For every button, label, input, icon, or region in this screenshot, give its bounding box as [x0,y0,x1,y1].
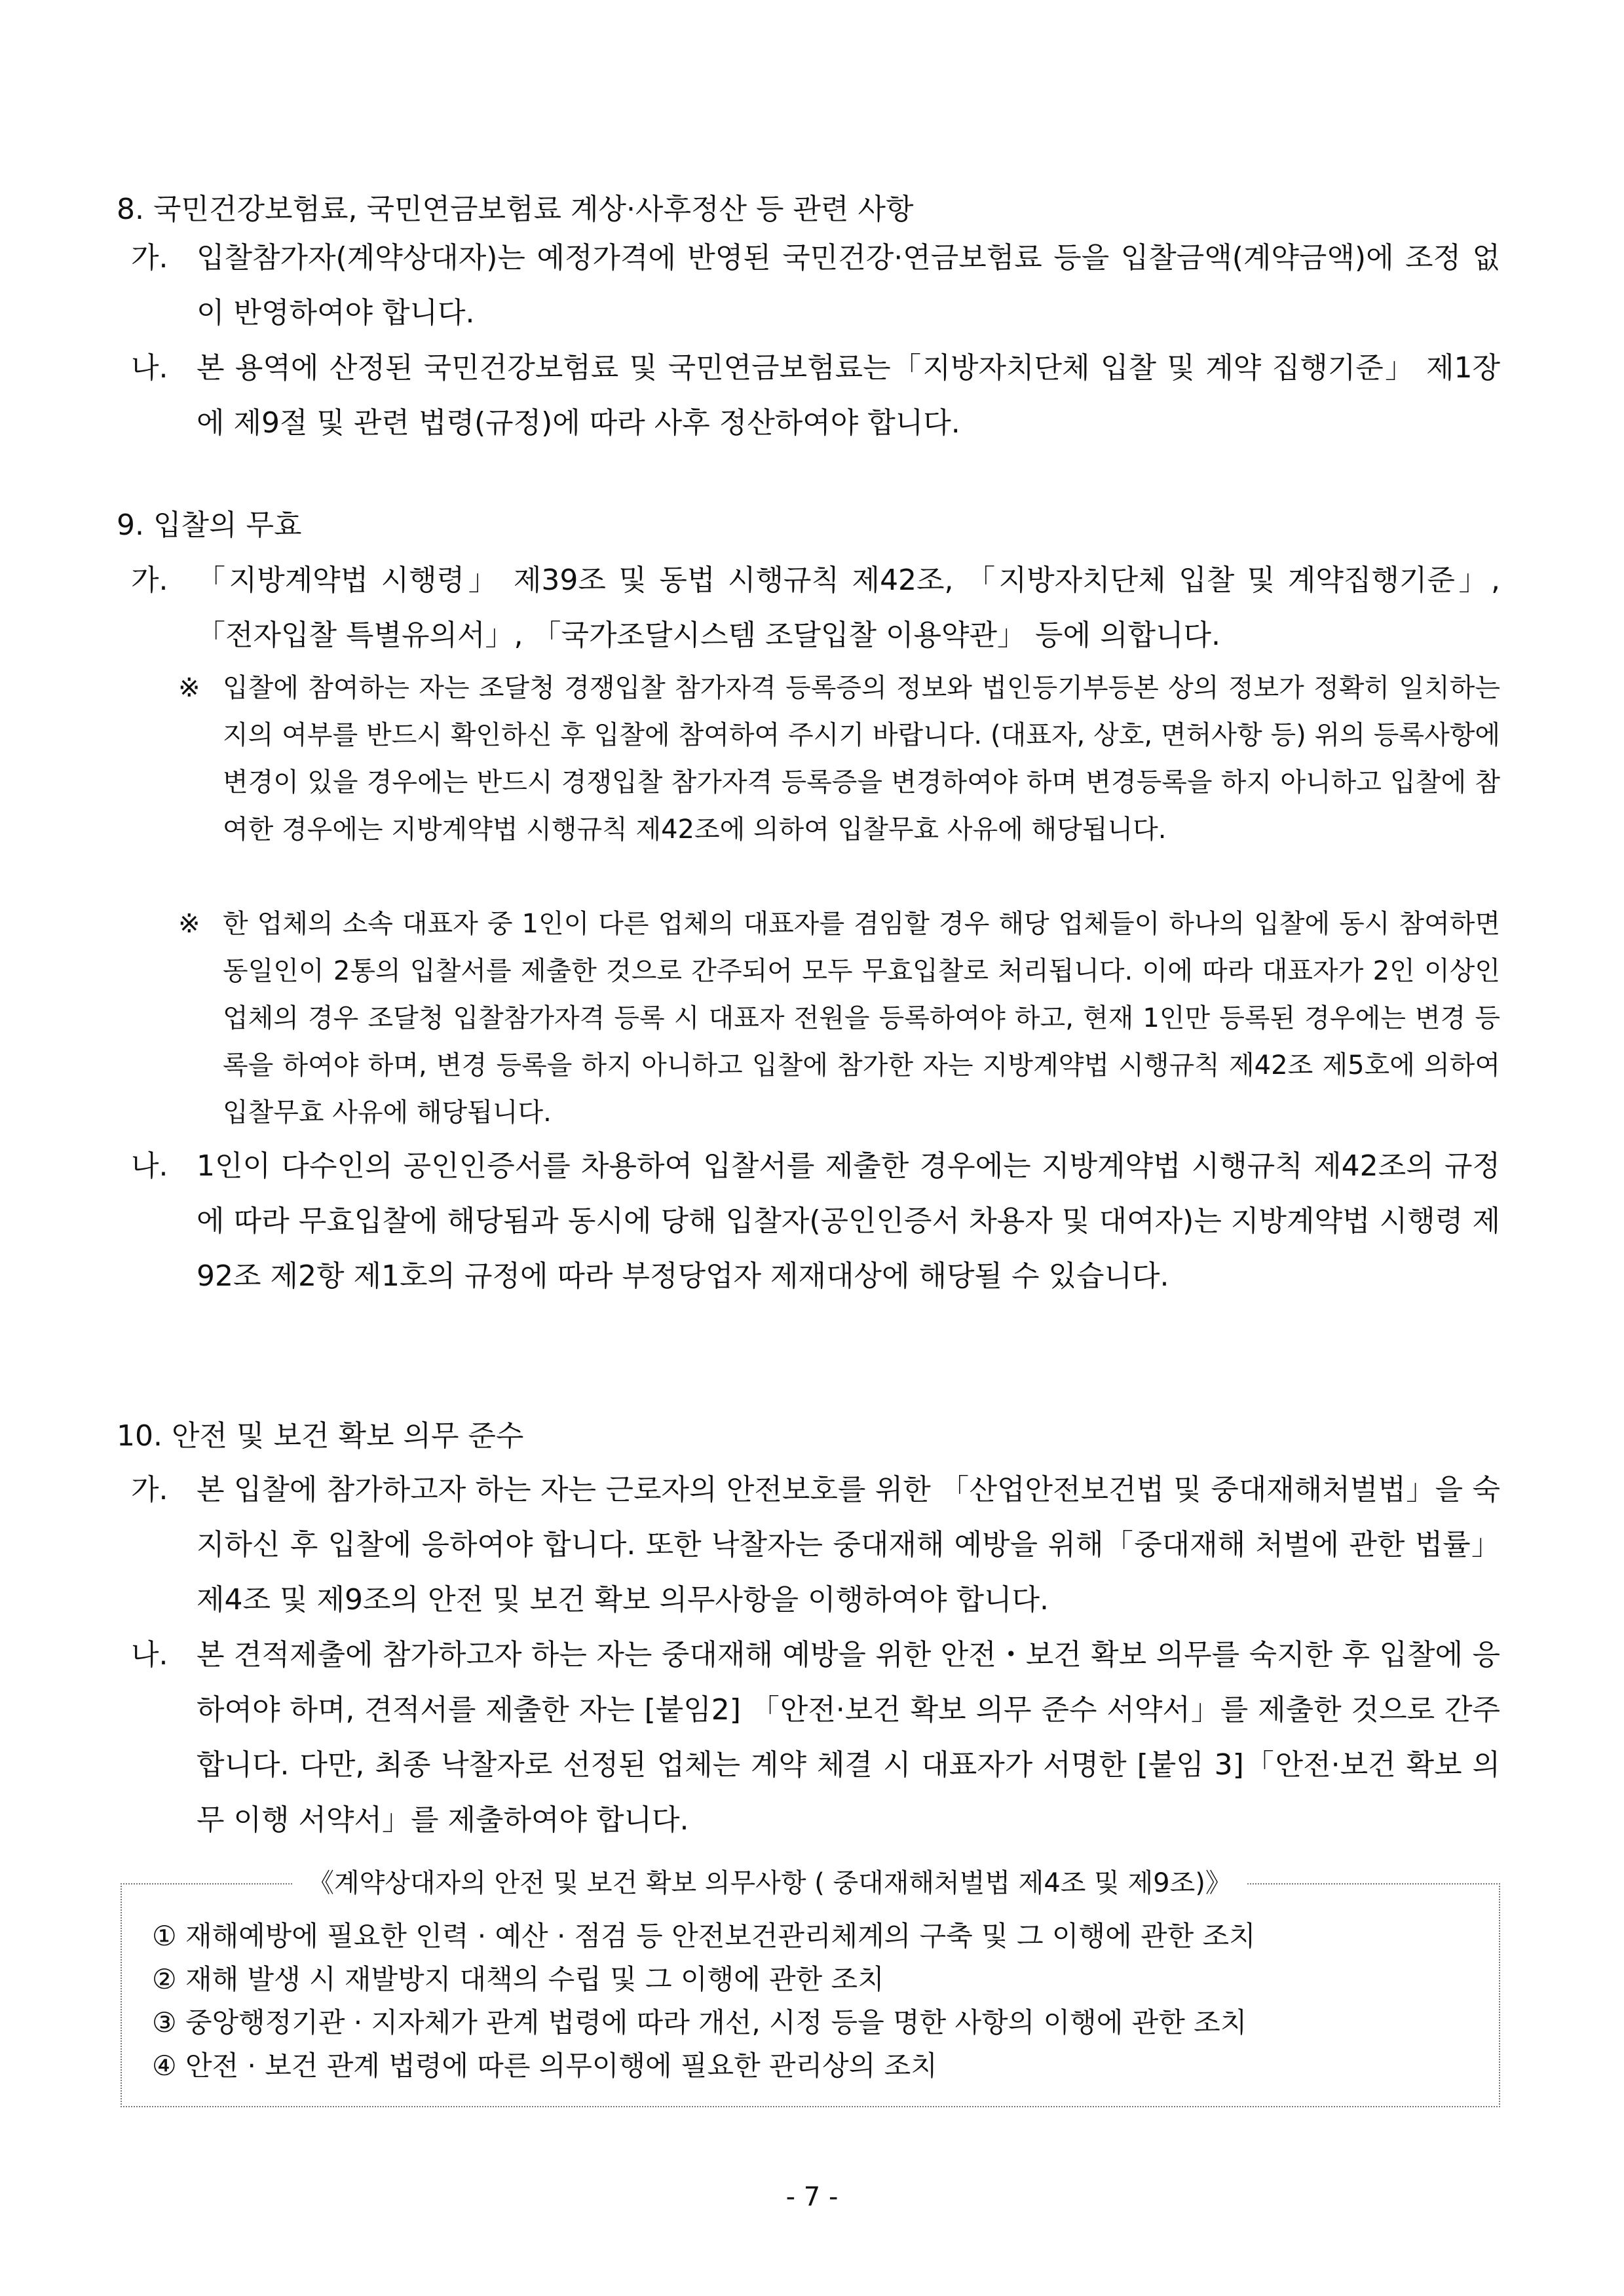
section-8-heading: 8. 국민건강보험료, 국민연금보험료 계상·사후정산 등 관련 사항 [117,193,914,226]
box-list-item: ③ 중앙행정기관 · 지자체가 관계 법령에 따라 개선, 시정 등을 명한 사항의 이행에 관한 조치 [152,2006,1247,2038]
item-marker: 가. [131,564,168,597]
note-text: 한 업체의 소속 대표자 중 1인이 다른 업체의 대표자를 겸임할 경우 해당 업체들이 하나의 입찰에 동시 참여하면 동일인이 2통의 입찰서를 제출한 것으로 간주되어 모두 무효입찰로 처리됩니다. 이에 따라 대표자가 2인 이상인 업체의 경우 조달청 입찰참가자격 등록 시 대표자 전원을 등록하여야 하고, 현재 1인만 등록된 경우에는 변경 등록을 하여야 하며, 변경 등록을 하지 아니하고 입찰에 참가한 자는 지방계약법 시행규칙 제42조 제5호에 의하여 입찰무효 사유에 해당됩니다. [223,909,1500,1128]
section-9-heading: 9. 입찰의 무효 [117,508,302,542]
section-9-note-1 [178,664,1500,853]
note-text: 입찰에 참여하는 자는 조달청 경쟁입찰 참가자격 등록증의 정보와 법인등기부등본 상의 정보가 정확히 일치하는지의 여부를 반드시 확인하신 후 입찰에 참여하여 주시기 바랍니다. (대표자, 상호, 면허사항 등) 위의 등록사항에 변경이 있을 경우에는 반드시 경쟁입찰 참가자격 등록증을 변경하여야 하며 변경등록을 하지 아니하고 입찰에 참여한 경우에는 지방계약법 시행규칙 제42조에 의하여 입찰무효 사유에 해당됩니다. [223,673,1500,845]
note-marker: ※ [178,673,200,703]
item-text: 본 용역에 산정된 국민건강보험료 및 국민연금보험료는「지방자치단체 입찰 및 계약 집행기준」 제1장에 제9절 및 관련 법령(규정)에 따라 사후 정산하여야 합니다. [197,351,1500,440]
item-text: 본 견적제출에 참가하고자 하는 자는 중대재해 예방을 위한 안전・보건 확보 의무를 숙지한 후 입찰에 응하여야 하며, 견적서를 제출한 자는 [붙임2] 「안전·보건 확보 의무 준수 서약서」를 제출한 것으로 간주합니다. 다만, 최종 낙찰자로 선정된 업체는 계약 체결 시 대표자가 서명한 [붙임 3]「안전·보건 확보 의무 이행 서약서」를 제출하여야 합니다. [197,1638,1500,1837]
item-text: 본 입찰에 참가하고자 하는 자는 근로자의 안전보호를 위한 「산업안전보건법 및 중대재해처벌법」을 숙지하신 후 입찰에 응하여야 합니다. 또한 낙찰자는 중대재해 예방을 위해「중대재해 처벌에 관한 법률」 제4조 및 제9조의 안전 및 보건 확보 의무사항을 이행하여야 합니다. [197,1473,1500,1617]
box-list-item: ① 재해예방에 필요한 인력 · 예산 · 점검 등 안전보건관리체계의 구축 및 그 이행에 관한 조치 [152,1920,1256,1952]
item-marker: 가. [131,1473,168,1506]
page-number: - 7 - [785,2182,839,2212]
box-list [152,1915,1256,2088]
item-text: 입찰참가자(계약상대자)는 예정가격에 반영된 국민건강·연금보험료 등을 입찰금액(계약금액)에 조정 없이 반영하여야 합니다. [197,241,1500,330]
item-marker: 나. [131,351,168,385]
box-list-item: ② 재해 발생 시 재발방지 대책의 수립 및 그 이행에 관한 조치 [152,1963,884,1995]
box-list-item: ④ 안전 · 보건 관계 법령에 따른 의무이행에 필요한 관리상의 조치 [152,2050,937,2082]
item-marker: 나. [131,1149,168,1183]
note-marker: ※ [178,909,200,939]
section-9-item-na [131,1139,1500,1304]
section-8-item-na [131,341,1500,451]
item-marker: 나. [131,1638,168,1672]
item-text: 1인이 다수인의 공인인증서를 차용하여 입찰서를 제출한 경우에는 지방계약법 시행규칙 제42조의 규정에 따라 무효입찰에 해당됨과 동시에 당해 입찰자(공인인증서 차용자 및 대여자)는 지방계약법 시행령 제92조 제2항 제1호의 규정에 따라 부정당업자 제재대상에 해당될 수 있습니다. [197,1149,1500,1293]
section-10-item-na [131,1628,1500,1848]
section-8-item-ga [131,231,1500,341]
safety-obligations-box [121,1868,1500,2107]
item-marker: 가. [131,241,168,275]
section-10-heading: 10. 안전 및 보건 확보 의무 준수 [117,1419,524,1453]
item-text: 「지방계약법 시행령」 제39조 및 동법 시행규칙 제42조, 「지방자치단체 입찰 및 계약집행기준」, 「전자입찰 특별유의서」, 「국가조달시스템 조달입찰 이용약관」 등에 의합니다. [197,564,1500,652]
box-title: 《계약상대자의 안전 및 보건 확보 의무사항 ( 중대재해처벌법 제4조 및 제9조)》 [292,1865,1247,1902]
section-9-item-ga [131,553,1500,663]
section-10-item-ga [131,1463,1500,1628]
section-9-note-2 [178,900,1500,1136]
